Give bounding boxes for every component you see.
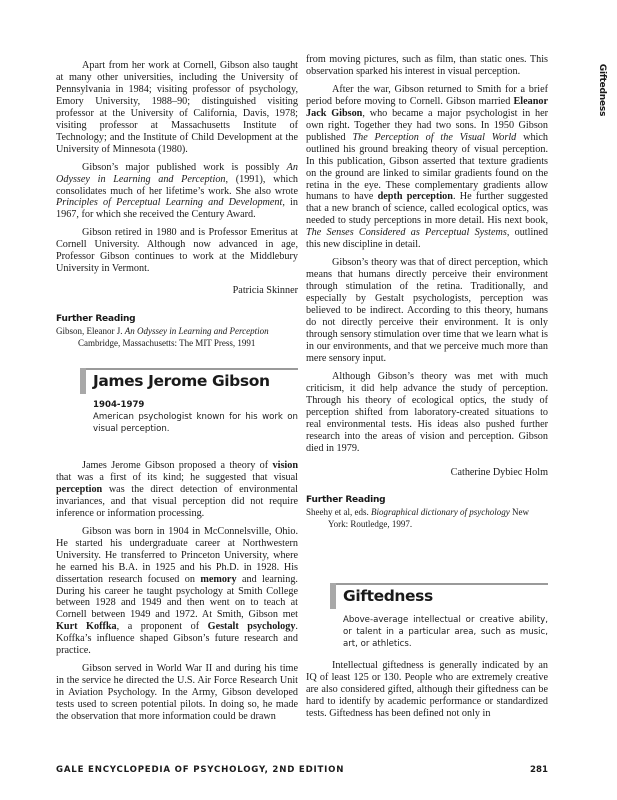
paragraph xyxy=(306,257,548,365)
paragraph xyxy=(306,54,548,78)
paragraph xyxy=(306,84,548,251)
bold-term: Kurt Koffka xyxy=(56,621,117,633)
entry-dates: 1904-1979 xyxy=(93,400,145,410)
text-run: , (1991), which consolidates much of her lifetime’s work. She also wrote xyxy=(56,173,299,197)
bold-term: memory xyxy=(200,573,237,585)
further-reading xyxy=(56,313,298,349)
divider xyxy=(330,583,548,585)
bold-term: depth perception xyxy=(377,191,453,203)
bold-term: vision xyxy=(272,460,298,471)
text-run: was the direct detection of environmental invariances, and that visual perception did not require inference or information processing. xyxy=(56,483,298,519)
italic-title: An Odyssey in Learning and Perception xyxy=(124,326,269,337)
author-signature: Patricia Skinner xyxy=(232,285,298,297)
text-run: Although Gibson’s theory was met with much criticism, it did help advance the study of perception. Through his theory of ecological optics, the study of perception shifted from laboratory-created situations to real environmental tests. His ideas also pushed further research into the areas of vision and perception. Gibson died in 1979. xyxy=(306,370,548,454)
further-reading-heading: Further Reading xyxy=(56,314,136,325)
text-run: that was a first of its kind; he suggested that visual xyxy=(56,471,298,483)
text-run: which outlined his ground breaking theory of visual perception. In this publication, Gibson asserted that texture gradients on the ground are linked to similar gradients found on the retina in the eye. These complementary gradients allow humans to have xyxy=(306,131,548,203)
text-run: Gibson was born in 1904 in McConnelsville, Ohio. He started his undergraduate career at Northwestern University. He transferred to Princeton University, where he earned his B.A. in 1925 and his Ph.D. in 1928. His dissertation research focused on xyxy=(56,525,298,585)
text-run: Sheehy et al, eds. xyxy=(306,507,371,518)
paragraph xyxy=(306,371,548,455)
paragraph xyxy=(56,460,298,520)
accent-bar xyxy=(330,583,336,609)
text-run: , in 1967, for which she received the Century Award. xyxy=(56,197,298,221)
bold-term: Gestalt psychology xyxy=(207,621,296,633)
paragraph xyxy=(56,663,298,723)
text-run: Gibson’s theory was that of direct perception, which means that humans directly perceive their environment through stimulation of the retina. Traditionally, and especially by Gestalt psychologists, perception was believed to be indirect. According to this theory, humans do not directly perceive their environment. It is only through sensory stimulation over time that we learn what is in our environments, and that we perceive much more than mere sensory input. xyxy=(306,257,548,364)
text-run: Gibson’s major published work is possibly xyxy=(82,161,287,173)
text-run: Cambridge, Massachusetts: The MIT Press, 1991 xyxy=(78,338,256,349)
paragraph xyxy=(56,227,298,275)
text-run: . He further suggested that a new branch of science, called ecological optics, was needed to study perceptions in more detail. His next book, xyxy=(306,191,548,227)
article-text xyxy=(306,660,548,720)
text-run: and learning. During his career he taught psychology at Smith College between 1928 and 1949 and then went on to teach at Cornell between 1949 and 1972. At Smith, Gibson met xyxy=(56,573,298,621)
accent-bar xyxy=(80,368,86,394)
author-signature: Catherine Dybiec Holm xyxy=(450,466,548,478)
entry-description: Above-average intellectual or creative ability, or talent in a particular area, such as music, art, or athletics. xyxy=(343,615,548,649)
italic-title: The Senses Considered as Perceptual Systems xyxy=(306,227,507,239)
text-run: Gibson served in World War II and during his time in the service he directed the U.S. Air Force Research Unit in Aviation Psychology. In the Army, Gibson developed tests used to screen potential pilots. In doing so, he made the observation that more information could be drawn xyxy=(56,663,298,723)
text-run: . Koffka’s influence shaped Gibson’s future research and practice. xyxy=(56,621,298,657)
italic-title: The Perception of the Visual World xyxy=(352,131,517,143)
divider xyxy=(80,368,298,370)
text-run: Intellectual giftedness is generally indicated by an IQ of least 125 or 130. People who are extremely creative are also considered gifted, although their giftedness can be hard to identify by academic performance or standardized tests. Giftedness has been defined not only in xyxy=(306,660,548,719)
article-text xyxy=(56,60,298,275)
paragraph xyxy=(56,60,298,156)
entry-description: American psychologist known for his work on visual perception. xyxy=(93,412,298,434)
text-run: Apart from her work at Cornell, Gibson also taught at many other universities, including the University of Pennsylvania in 1984; visiting professor of psychology, Emory University, 1988–90; distinguished visiting professor at the University of California, Davis, 1978; visiting professor at Massachusetts Institute of Technology; and the Institute of Child Development at the University of Minnesota (1980). xyxy=(56,60,298,155)
text-run: , a proponent of xyxy=(116,621,208,633)
text-run: After the war, Gibson returned to Smith for a brief period before moving to Cornell. Gibson married xyxy=(306,83,548,107)
right-column-top xyxy=(306,54,548,530)
bold-term: Eleanor Jack Gibson xyxy=(306,95,548,119)
further-reading xyxy=(306,494,548,530)
text-run: , outlined this new discipline in detail. xyxy=(306,227,548,251)
paragraph xyxy=(56,526,298,657)
left-column-top xyxy=(56,60,298,349)
citation xyxy=(56,325,298,349)
italic-title: Principles of Perceptual Learning and Development xyxy=(56,197,283,209)
further-reading-heading: Further Reading xyxy=(306,495,386,506)
thumb-tab-label: Giftedness xyxy=(597,63,607,117)
paragraph xyxy=(56,162,298,222)
bold-term: perception xyxy=(56,483,103,495)
article-text xyxy=(56,460,298,723)
article-text xyxy=(306,54,548,455)
entry-title: James Jerome Gibson xyxy=(93,372,270,390)
text-run: , who became a major psychologist in her own right. Together they had two sons. In 1950 Gibson published xyxy=(306,107,548,143)
text-run: from moving pictures, such as film, than static ones. This observation sparked his interest in visual perception. xyxy=(306,54,548,77)
footer-book-title: GALE ENCYCLOPEDIA OF PSYCHOLOGY, 2ND EDITION xyxy=(56,765,345,775)
italic-title: Biographical dictionary of psychology xyxy=(370,507,510,518)
text-run: Gibson retired in 1980 and is Professor Emeritus at Cornell University. Although now advanced in age, Professor Gibson continues to work at the Middlebury University in Vermont. xyxy=(56,227,298,275)
entry-title: Giftedness xyxy=(343,587,433,605)
text-run: James Jerome Gibson proposed a theory of xyxy=(82,460,273,471)
left-column-bottom xyxy=(56,460,298,729)
paragraph xyxy=(306,660,548,720)
page-number: 281 xyxy=(530,765,548,775)
right-column-bottom xyxy=(306,660,548,726)
citation xyxy=(306,506,548,530)
text-run: New York: Routledge, 1997. xyxy=(328,507,529,530)
text-run: Gibson, Eleanor J. xyxy=(56,326,125,337)
italic-title: An Odyssey in Learning and Perception xyxy=(56,161,298,185)
